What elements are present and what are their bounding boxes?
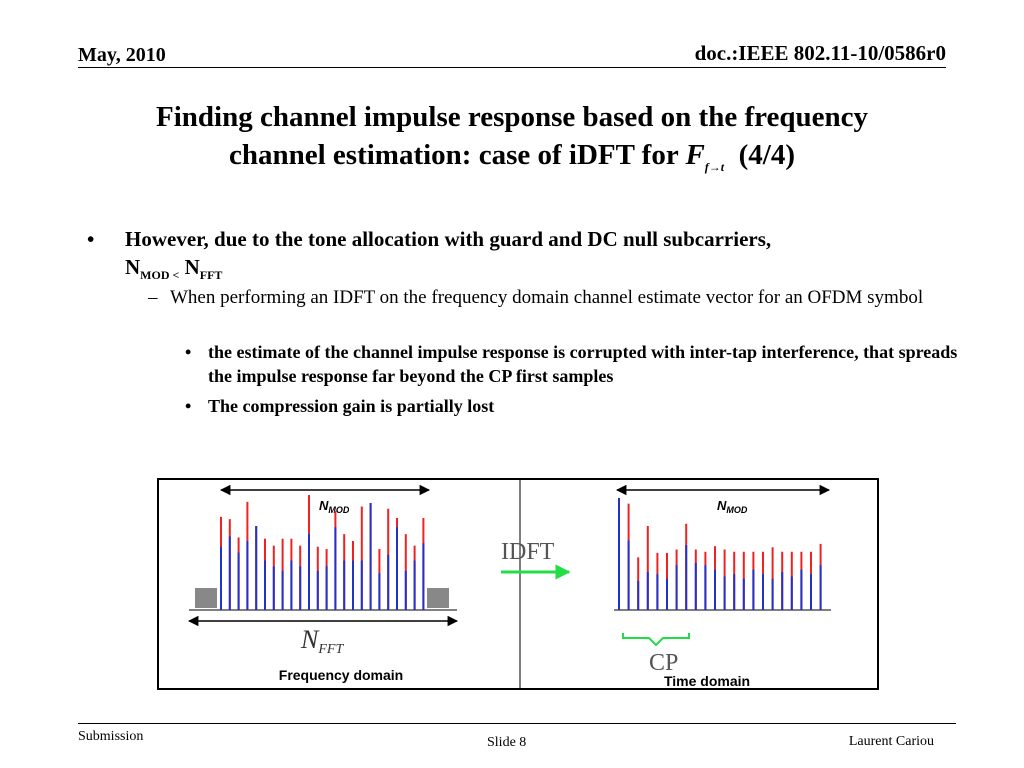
guard-block-right <box>427 588 449 608</box>
bullet-l1-text: However, due to the tone allocation with guard and DC null subcarriers, <box>125 227 772 251</box>
nfft-label: NFFT <box>301 625 344 657</box>
nmod-label: $N_{MOD}$ <box>319 498 350 515</box>
time-bars <box>619 498 821 610</box>
title-var-sub: f <box>704 159 709 174</box>
title-line-2 <box>40 136 984 186</box>
idft-label: IDFT <box>501 539 555 565</box>
time-domain-caption: Time domain <box>663 673 751 688</box>
bullet-level-3-item <box>185 394 985 418</box>
idft-figure <box>157 478 879 690</box>
header-doc-id: doc.:IEEE 802.11-10/0586r0 <box>694 41 946 65</box>
title-suffix: (4/4) <box>738 139 795 171</box>
bullet-marker: • <box>87 227 95 251</box>
dash-marker: – <box>148 287 158 308</box>
title-arrow: → <box>708 159 721 174</box>
cp-label: CP <box>649 650 679 676</box>
bullet-level-3-item <box>185 340 985 388</box>
guard-block-left <box>195 588 217 608</box>
bullet-l1-n-fft: N <box>184 255 200 279</box>
bullet-l3-text: The compression gain is partially lost <box>208 396 495 416</box>
bullet-l1-n-mod: N <box>125 255 141 279</box>
footer-author: Laurent Cariou <box>848 734 934 749</box>
title-var-f: F <box>685 139 705 171</box>
idft-figure-svg <box>159 480 877 688</box>
footer-slide-number: Slide 8 <box>487 735 527 750</box>
title-line-2-text: channel estimation: case of iDFT for <box>228 139 686 171</box>
title-line-1: Finding channel impulse response based on the frequency <box>156 101 868 133</box>
slide-title <box>40 98 984 186</box>
bullet-level-1 <box>87 225 955 289</box>
header-date: May, 2010 <box>78 44 166 66</box>
cp-bracket <box>623 633 689 645</box>
nmod-label-time: $N_{MOD}$ <box>717 498 748 515</box>
footer-rule <box>78 723 956 724</box>
bullet-l1-n-fft-sub: FFT <box>199 268 223 283</box>
freq-domain-caption: Frequency domain <box>278 667 404 683</box>
bullet-marker: • <box>185 396 192 416</box>
header-rule <box>78 67 946 68</box>
bullet-l2-text: When performing an IDFT on the frequency domain channel estimate vector for an OFDM symbol <box>170 287 924 308</box>
title-var-sub2: t <box>720 159 725 174</box>
bullet-level-2 <box>148 286 948 310</box>
bullet-l3-text: the estimate of the channel impulse response is corrupted with inter-tap interference, that spreads the impulse response far beyond the CP first samples <box>208 342 958 386</box>
bullet-l1-n-mod-sub: MOD < <box>140 268 180 283</box>
bullet-marker: • <box>185 342 192 362</box>
footer-submission: Submission <box>78 729 144 744</box>
